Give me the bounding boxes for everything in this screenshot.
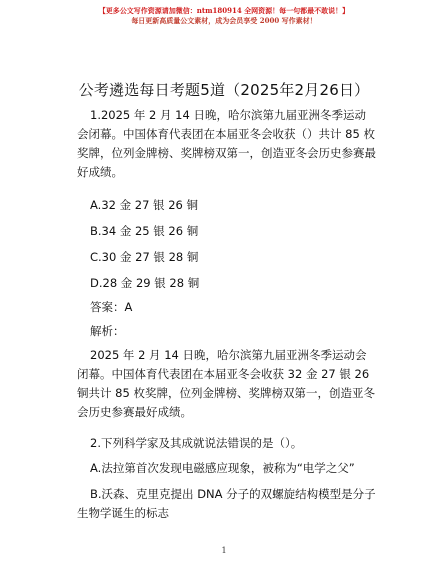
question-1-option-a: A.32 金 27 银 26 铜 xyxy=(90,198,198,212)
page-title: 公考遴选每日考题5道（2025年2月26日） xyxy=(78,81,370,99)
question-1-option-d: D.28 金 29 银 28 铜 xyxy=(90,276,200,290)
question-2-option-a: A.法拉第首次发现电磁感应现象，被称为“电学之父” xyxy=(90,461,355,475)
question-1-option-c: C.30 金 27 银 28 铜 xyxy=(90,250,199,264)
question-1-stem: 1.2025 年 2 月 14 日晚，哈尔滨第九届亚洲冬季运动会闭幕。中国体育代表团在本届亚冬会收获（）共计 85 枚奖牌，位列金牌榜、奖牌榜双第一，创造亚冬会历史参赛最好成绩。 xyxy=(77,108,376,179)
question-2-stem: 2.下列科学家及其成就说法错误的是（）。 xyxy=(90,436,303,450)
promo-line-2: 每日更新高质量公文素材，成为会员享受 2000 写作素材！ xyxy=(131,16,317,25)
page-number: 1 xyxy=(221,546,227,555)
question-1-option-b: B.34 金 25 银 26 铜 xyxy=(90,224,199,238)
promo-banner xyxy=(0,6,448,26)
answer-label: 答案：A xyxy=(90,300,133,314)
question-2-option-b: B.沃森、克里克提出 DNA 分子的双螺旋结构模型是分子生物学诞生的标志 xyxy=(77,487,376,520)
analysis-label: 解析： xyxy=(90,324,125,338)
promo-line-1: 【更多公文写作资源请加微信：ntm180914 全网资源！每一句都最不敢说！】 xyxy=(98,6,350,15)
question-1-analysis: 2025 年 2 月 14 日晚，哈尔滨第九届亚洲冬季运动会闭幕。中国体育代表团在本届亚冬会收获 32 金 27 银 26 铜共计 85 枚奖牌，位列金牌榜、奖牌榜双第一，创造亚冬会历史参赛最好成绩。 xyxy=(77,348,375,419)
